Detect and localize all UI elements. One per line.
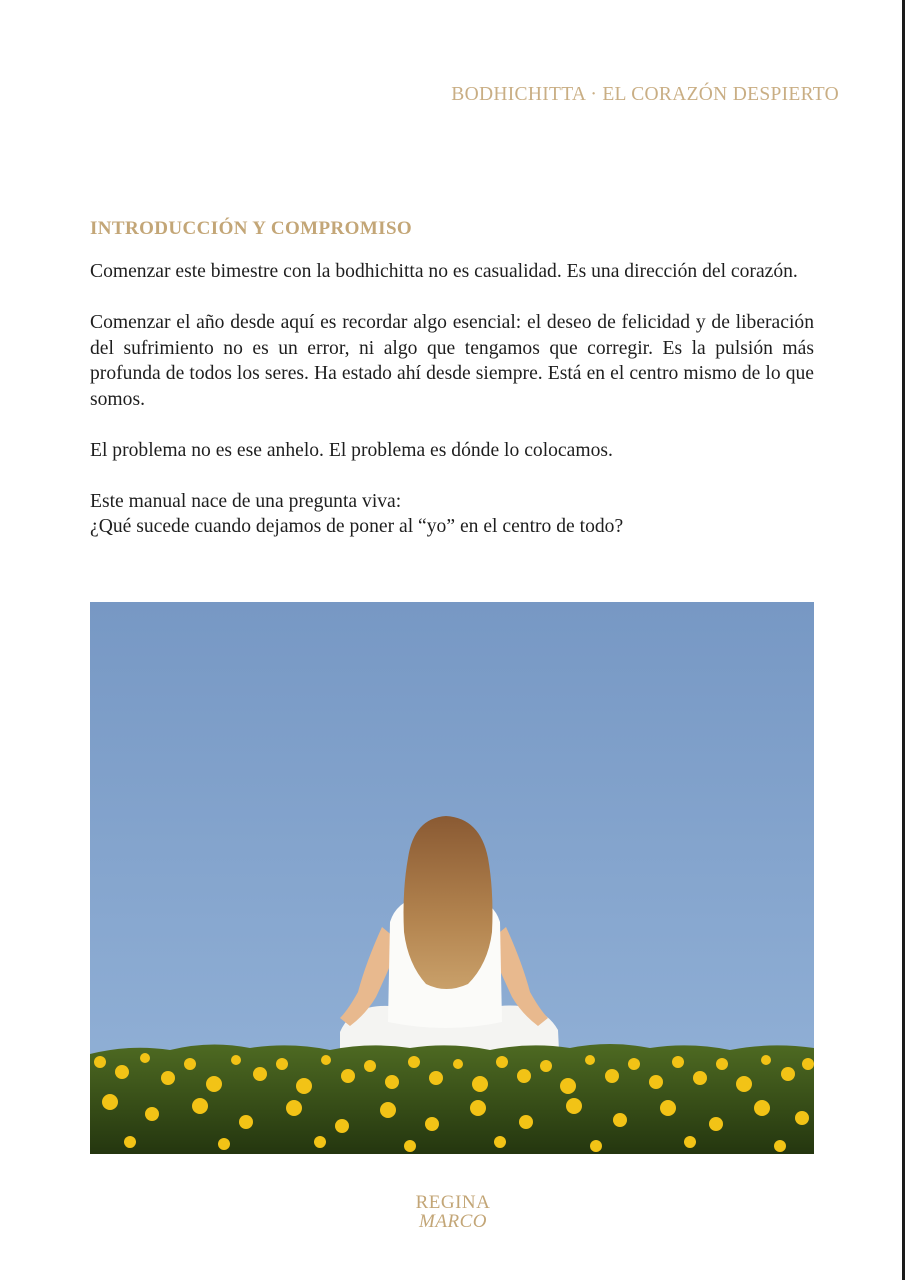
logo-line-2: MARCO xyxy=(419,1211,487,1232)
paragraph-4 xyxy=(90,489,814,540)
meditation-photo xyxy=(90,602,814,1154)
running-header: BODHICHITTA · EL CORAZÓN DESPIERTO xyxy=(451,84,839,105)
paragraph-3: El problema no es ese anhelo. El problema es dónde lo colocamos. xyxy=(90,439,613,461)
paragraph-2: Comenzar el año desde aquí es recordar algo esencial: el deseo de felicidad y de liberación del sufrimiento no es un error, ni algo que tengamos que corregir. Es la pulsión más profunda de todos los seres. Ha estado ahí desde siempre. Está en el centro mismo de lo que somos. xyxy=(90,312,814,410)
paragraph-1: Comenzar este bimestre con la bodhichitta no es casualidad. Es una dirección del corazón. xyxy=(90,261,798,282)
question-intro: Este manual nace de una pregunta viva: xyxy=(90,490,402,512)
body-text xyxy=(90,259,814,565)
section-title: INTRODUCCIÓN Y COMPROMISO xyxy=(90,218,413,239)
logo-line-1: REGINA xyxy=(415,1192,491,1213)
question: ¿Qué sucede cuando dejamos de poner al “yo” en el centro de todo? xyxy=(90,516,624,537)
woman-hair xyxy=(404,816,493,989)
brand-logo xyxy=(400,1193,506,1237)
